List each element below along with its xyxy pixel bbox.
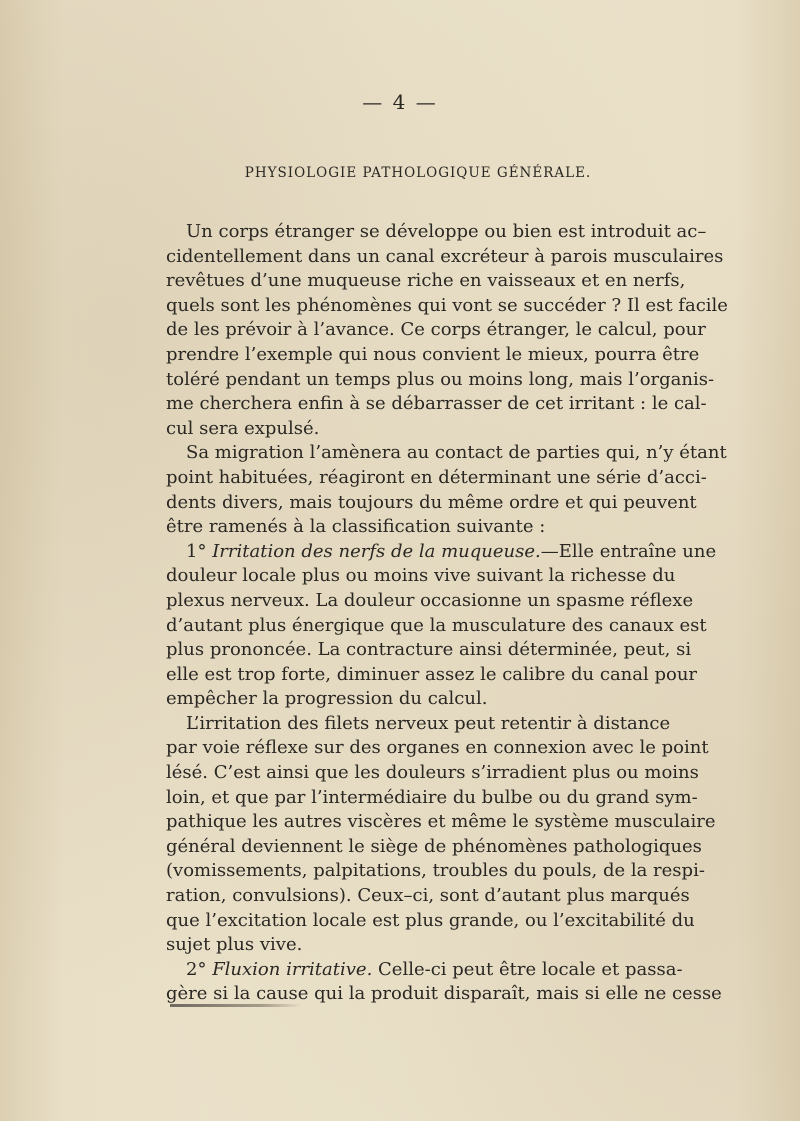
text-line <box>166 835 702 860</box>
text-line <box>166 638 692 663</box>
text-line <box>166 859 705 884</box>
text-line <box>166 540 717 565</box>
text-line <box>166 269 686 294</box>
text-line <box>166 466 707 491</box>
text-line <box>166 368 715 393</box>
text-line <box>166 810 716 835</box>
list-number: 1° <box>186 540 213 562</box>
running-title: PHYSIOLOGIE PATHOLOGIQUE GÉNÉRALE. <box>244 165 592 181</box>
line-text: gère si la cause qui la produit disparaît, mais si elle ne cesse <box>166 983 722 1005</box>
line-text: pathique les autres viscères et même le système musculaire <box>166 811 716 833</box>
list-number: 2° <box>186 958 213 980</box>
line-text: dents divers, mais toujours du même ordre et qui peuvent <box>166 491 697 513</box>
line-text: plus prononcée. La contracture ainsi déterminée, peut, si <box>166 639 692 661</box>
line-text: Celle-ci peut être locale et passa- <box>372 958 683 980</box>
text-line <box>166 909 695 934</box>
line-text: me cherchera enfin à se débarrasser de cet irritant : le cal- <box>166 393 707 415</box>
text-line <box>166 933 668 958</box>
text-line <box>166 614 707 639</box>
text-line <box>166 417 668 442</box>
line-text: Un corps étranger se développe ou bien est introduit ac– <box>186 221 707 242</box>
text-line <box>166 564 676 589</box>
text-line <box>166 884 690 909</box>
text-line <box>166 245 724 270</box>
text-line <box>166 589 694 614</box>
text-line <box>166 786 698 811</box>
page-number: — 4 — <box>362 90 438 114</box>
line-text: toléré pendant un temps plus ou moins long, mais l’organis- <box>166 368 715 390</box>
line-text: elle est trop forte, diminuer assez le calibre du canal pour <box>166 663 698 685</box>
line-text: Sa migration l’amènera au contact de parties qui, n’y étant <box>186 442 727 464</box>
text-line <box>166 736 709 761</box>
line-text: douleur locale plus ou moins vive suivant la richesse du <box>166 565 676 587</box>
line-text: d’autant plus énergique que la musculature des canaux est <box>166 614 707 636</box>
text-line <box>166 441 727 466</box>
line-text: sujet plus vive. <box>166 934 303 956</box>
text-line <box>166 958 683 983</box>
text-line <box>166 220 707 245</box>
line-text: empêcher la progression du calcul. <box>166 688 488 710</box>
line-text: point habituées, réagiront en déterminant une série d’acci- <box>166 466 707 488</box>
line-text: —Elle entraîne une <box>540 540 717 562</box>
text-line <box>166 294 728 319</box>
line-text: (vomissements, palpitations, troubles du pouls, de la respi- <box>166 860 705 882</box>
line-text: plexus nerveux. La douleur occasionne un spasme réflexe <box>166 589 694 611</box>
text-line <box>166 343 700 368</box>
line-text: prendre l’exemple qui nous convient le mieux, pourra être <box>166 343 700 365</box>
text-line <box>166 515 668 540</box>
line-text: par voie réflexe sur des organes en connexion avec le point <box>166 737 709 759</box>
line-text: lésé. C’est ainsi que les douleurs s’irradient plus ou moins <box>166 762 699 784</box>
text-line <box>166 761 699 786</box>
line-text: revêtues d’une muqueuse riche en vaisseaux et en nerfs, <box>166 270 686 292</box>
line-text: cidentellement dans un canal excréteur à parois musculaires <box>166 245 724 267</box>
section-title: Irritation des nerfs de la muqueuse. <box>212 540 541 562</box>
line-text: cul sera expulsé. <box>166 417 320 439</box>
text-line <box>166 318 706 343</box>
line-text: de les prévoir à l’avance. Ce corps étranger, le calcul, pour <box>166 319 706 341</box>
text-line <box>166 687 668 712</box>
line-text: quels sont les phénomènes qui vont se succéder ? Il est facile <box>166 294 728 316</box>
line-text: être ramenés à la classification suivante : <box>166 516 546 538</box>
text-line <box>166 392 707 417</box>
line-text: ration, convulsions). Ceux–ci, sont d’autant plus marqués <box>166 885 690 907</box>
line-text: L’irritation des filets nerveux peut retentir à distance <box>186 712 671 734</box>
text-line <box>166 663 698 688</box>
section-title: Fluxion irritative. <box>212 958 373 980</box>
text-line <box>166 712 671 737</box>
body-text <box>166 220 728 1007</box>
line-text: que l’excitation locale est plus grande, ou l’excitabilité du <box>166 909 695 931</box>
line-text: loin, et que par l’intermédiaire du bulbe ou du grand sym- <box>166 786 698 808</box>
line-text: général deviennent le siège de phénomènes pathologiques <box>166 835 702 857</box>
ink-underline-mark <box>170 1004 302 1007</box>
text-line <box>166 491 697 516</box>
